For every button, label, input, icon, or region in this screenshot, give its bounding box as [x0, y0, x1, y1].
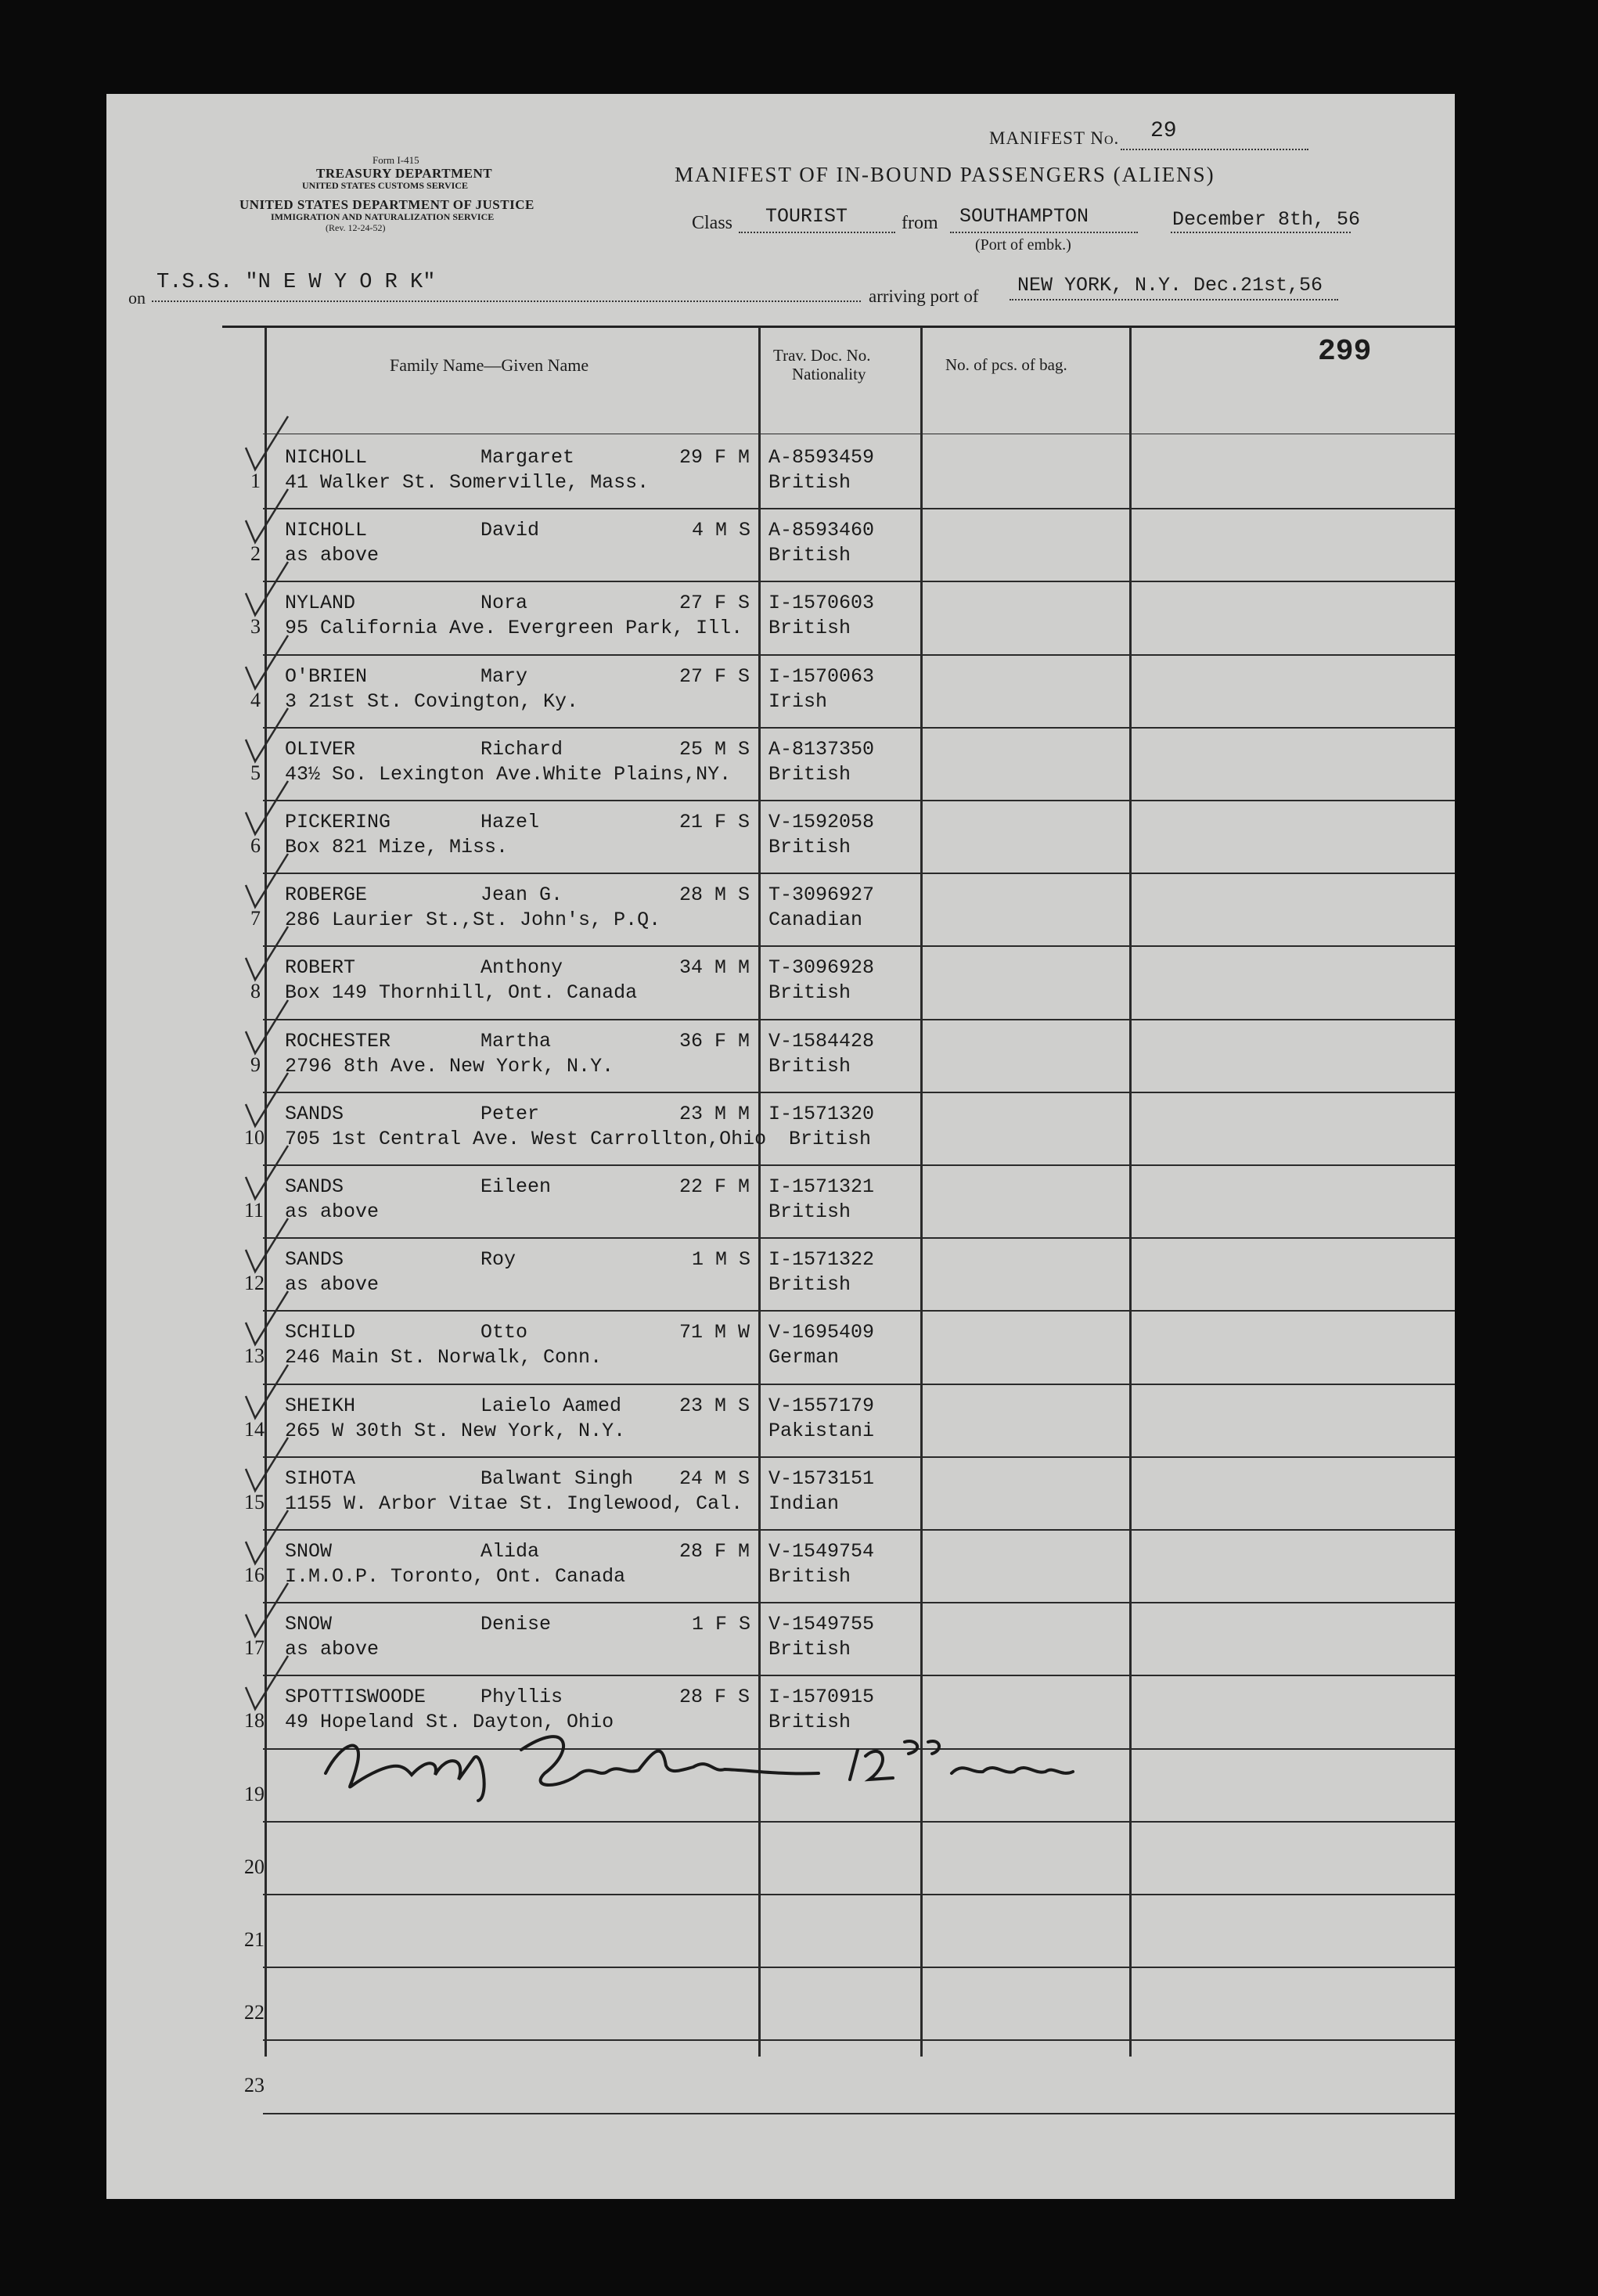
row-number: 3 [250, 615, 261, 639]
age-sex-status: 28 M S [679, 883, 750, 907]
nationality: British [789, 1127, 872, 1150]
table-row [106, 803, 1455, 876]
row-number: 19 [244, 1782, 265, 1805]
table-row [106, 511, 1455, 584]
age-sex-status: 23 M M [679, 1102, 750, 1125]
nationality: German [768, 1346, 840, 1369]
row-number: 21 [244, 1928, 265, 1951]
class-label: Class [692, 213, 733, 233]
checkmark-icon [241, 1143, 296, 1205]
nationality: British [768, 1200, 851, 1223]
ins-service: IMMIGRATION AND NATURALIZATION SERVICE [271, 211, 495, 222]
address: 2796 8th Ave. New York, N.Y. [285, 1054, 614, 1078]
nationality: British [768, 617, 851, 640]
form-number: Form I-415 [373, 154, 419, 166]
table-row [106, 948, 1455, 1021]
row-number: 10 [244, 1125, 265, 1149]
address: as above [285, 544, 380, 567]
travel-doc-number: V-1695409 [768, 1321, 875, 1344]
travel-doc-number: V-1573151 [768, 1466, 875, 1490]
manifest-page [106, 94, 1455, 2199]
manifest-title: MANIFEST OF IN-BOUND PASSENGERS (ALIENS) [675, 163, 1215, 186]
address: 265 W 30th St. New York, N.Y. [285, 1419, 626, 1442]
given-name: Margaret [480, 446, 575, 469]
checkmark-icon [241, 1580, 296, 1643]
given-name: David [480, 519, 540, 542]
row-number: 6 [250, 834, 261, 857]
row-number: 1 [250, 470, 261, 492]
family-name: SHEIKH [285, 1394, 356, 1417]
table-row [106, 1605, 1455, 1678]
age-sex-status: 4 M S [692, 519, 751, 542]
address: 705 1st Central Ave. West Carrollton,Ohio [285, 1127, 767, 1150]
address: I.M.O.P. Toronto, Ont. Canada [285, 1565, 626, 1588]
department-of-justice: UNITED STATES DEPARTMENT OF JUSTICE [239, 197, 534, 212]
travel-doc-number: A-8593459 [768, 446, 875, 469]
family-name: SIHOTA [285, 1466, 356, 1490]
row-number: 20 [244, 1855, 265, 1878]
table-row [106, 1459, 1455, 1532]
address: 43½ So. Lexington Ave.White Plains,NY. [285, 762, 732, 786]
travel-doc-number: I-1570603 [768, 592, 875, 615]
age-sex-status: 36 F M [679, 1029, 750, 1053]
on-label: on [128, 288, 146, 308]
row-number: 5 [250, 761, 261, 784]
checkmark-icon [241, 997, 296, 1060]
age-sex-status: 24 M S [679, 1466, 750, 1490]
address: as above [285, 1638, 380, 1661]
age-sex-status: 29 F M [679, 446, 750, 469]
family-name: NICHOLL [285, 519, 368, 542]
age-sex-status: 1 F S [692, 1613, 751, 1636]
travel-doc-number: I-1571321 [768, 1175, 875, 1198]
address: Box 821 Mize, Miss. [285, 836, 509, 858]
customs-service: UNITED STATES CUSTOMS SERVICE [302, 180, 468, 191]
nationality: British [768, 1638, 851, 1661]
manifest-no-value: 29 [1150, 119, 1177, 143]
nationality: British [768, 471, 851, 494]
nationality: Irish [768, 689, 828, 713]
address: 49 Hopeland St. Dayton, Ohio [285, 1711, 614, 1734]
vessel-name: T.S.S. "N E W Y O R K" [157, 271, 436, 294]
nationality: British [768, 1273, 851, 1297]
age-sex-status: 28 F M [679, 1540, 750, 1563]
checkmark-icon [241, 1288, 296, 1351]
given-name: Eileen [480, 1175, 552, 1198]
travel-doc-number: I-1570915 [768, 1686, 875, 1709]
nationality: British [768, 836, 851, 858]
age-sex-status: 34 M M [679, 956, 750, 980]
travel-doc-number: V-1584428 [768, 1029, 875, 1053]
family-name: SNOW [285, 1613, 333, 1636]
column-header-name: Family Name—Given Name [390, 355, 589, 375]
travel-doc-number: V-1549754 [768, 1540, 875, 1563]
class-value: TOURIST [765, 205, 848, 228]
address: 3 21st St. Covington, Ky. [285, 689, 579, 713]
checkmark-icon [241, 486, 296, 549]
row-number: 23 [244, 2074, 265, 2097]
table-row [106, 1168, 1455, 1240]
given-name: Mary [480, 664, 528, 688]
travel-doc-number: I-1571322 [768, 1248, 875, 1272]
table-row [106, 1240, 1455, 1313]
given-name: Balwant Singh [480, 1466, 634, 1490]
age-sex-status: 25 M S [679, 737, 750, 761]
row-number: 2 [250, 542, 261, 566]
address: 286 Laurier St.,St. John's, P.Q. [285, 909, 661, 932]
given-name: Alida [480, 1540, 540, 1563]
column-header-nationality: Nationality [792, 365, 866, 383]
table-row [106, 657, 1455, 730]
checkmark-icon [241, 413, 296, 476]
arriving-port-label: arriving port of [869, 286, 979, 306]
travel-doc-number: A-8593460 [768, 519, 875, 542]
given-name: Jean G. [480, 883, 563, 907]
given-name: Anthony [480, 956, 563, 980]
manifest-no-label: MANIFEST No. [989, 128, 1120, 148]
address: Box 149 Thornhill, Ont. Canada [285, 981, 638, 1005]
table-row [106, 1532, 1455, 1605]
treasury-department: TREASURY DEPARTMENT [316, 166, 493, 181]
checkmark-icon [241, 559, 296, 621]
given-name: Otto [480, 1321, 528, 1344]
table-row [106, 438, 1455, 511]
travel-doc-number: V-1557179 [768, 1394, 875, 1417]
age-sex-status: 21 F S [679, 811, 750, 833]
checkmark-icon [241, 1434, 296, 1497]
from-value: SOUTHAMPTON [959, 205, 1089, 228]
column-header-doc: Trav. Doc. No. [773, 346, 871, 365]
nationality: British [768, 1054, 851, 1078]
checkmark-icon [241, 705, 296, 768]
row-number: 7 [250, 907, 261, 930]
table-row [106, 1095, 1455, 1168]
family-name: ROBERGE [285, 883, 368, 907]
checkmark-icon [241, 1070, 296, 1132]
travel-doc-number: V-1549755 [768, 1613, 875, 1636]
row-number: 16 [244, 1564, 265, 1586]
given-name: Richard [480, 737, 563, 761]
family-name: SCHILD [285, 1321, 356, 1344]
family-name: OLIVER [285, 737, 356, 761]
row-number: 11 [244, 1199, 265, 1222]
row-number: 4 [250, 688, 261, 711]
table-row [106, 1022, 1455, 1095]
family-name: SANDS [285, 1248, 344, 1272]
age-sex-status: 1 M S [692, 1248, 751, 1272]
nationality: British [768, 762, 851, 786]
nationality: Pakistani [768, 1419, 875, 1442]
address: 95 California Ave. Evergreen Park, Ill. [285, 617, 743, 640]
row-number: 8 [250, 980, 261, 1003]
page-number: 299 [1318, 335, 1372, 369]
row-number: 13 [244, 1344, 265, 1368]
family-name: SANDS [285, 1102, 344, 1125]
address: 246 Main St. Norwalk, Conn. [285, 1346, 603, 1369]
given-name: Peter [480, 1102, 540, 1125]
family-name: ROCHESTER [285, 1029, 391, 1053]
table-row [106, 730, 1455, 803]
given-name: Roy [480, 1248, 516, 1272]
table-row [106, 1387, 1455, 1459]
checkmark-icon [241, 1653, 296, 1715]
nationality: British [768, 544, 851, 567]
travel-doc-number: V-1592058 [768, 811, 875, 833]
checkmark-icon [241, 632, 296, 695]
family-name: SNOW [285, 1540, 333, 1563]
family-name: SPOTTISWOODE [285, 1686, 426, 1709]
address: 1155 W. Arbor Vitae St. Inglewood, Cal. [285, 1492, 743, 1515]
family-name: PICKERING [285, 811, 391, 833]
given-name: Phyllis [480, 1686, 563, 1709]
family-name: O'BRIEN [285, 664, 368, 688]
row-number: 18 [244, 1709, 265, 1733]
table-row [106, 1313, 1455, 1386]
age-sex-status: 22 F M [679, 1175, 750, 1198]
address: as above [285, 1273, 380, 1297]
nationality: British [768, 1565, 851, 1588]
travel-doc-number: T-3096927 [768, 883, 875, 907]
given-name: Laielo Aamed [480, 1394, 622, 1417]
checkmark-icon [241, 778, 296, 840]
age-sex-status: 27 F S [679, 664, 750, 688]
row-number: 12 [244, 1272, 265, 1295]
departure-date: December 8th, 56 [1172, 208, 1361, 231]
checkmark-icon [241, 1507, 296, 1570]
checkmark-icon [241, 851, 296, 913]
row-number: 9 [250, 1053, 261, 1076]
row-number: 22 [244, 2001, 265, 2024]
address: as above [285, 1200, 380, 1223]
family-name: NYLAND [285, 592, 356, 615]
travel-doc-number: I-1571320 [768, 1102, 875, 1125]
nationality: Indian [768, 1492, 840, 1515]
given-name: Nora [480, 592, 528, 615]
table-row [106, 584, 1455, 657]
given-name: Martha [480, 1029, 552, 1053]
nationality: Canadian [768, 909, 863, 932]
form-revision: (Rev. 12-24-52) [326, 222, 386, 233]
arriving-port-value: NEW YORK, N.Y. Dec.21st,56 [1017, 274, 1323, 297]
table-row [106, 876, 1455, 948]
age-sex-status: 27 F S [679, 592, 750, 615]
checkmark-icon [241, 1362, 296, 1424]
address: 41 Walker St. Somerville, Mass. [285, 471, 650, 494]
row-number: 17 [244, 1636, 265, 1660]
travel-doc-number: A-8137350 [768, 737, 875, 761]
row-number: 15 [244, 1490, 265, 1513]
travel-doc-number: I-1570063 [768, 664, 875, 688]
checkmark-icon [241, 1215, 296, 1278]
inspector-signature [310, 1718, 1139, 1805]
family-name: NICHOLL [285, 446, 368, 469]
age-sex-status: 28 F S [679, 1686, 750, 1709]
from-label: from [902, 213, 938, 233]
checkmark-icon [241, 923, 296, 986]
age-sex-status: 71 M W [679, 1321, 750, 1344]
given-name: Denise [480, 1613, 552, 1636]
nationality: British [768, 981, 851, 1005]
column-header-bags: No. of pcs. of bag. [945, 355, 1067, 374]
family-name: SANDS [285, 1175, 344, 1198]
row-number: 14 [244, 1417, 265, 1441]
travel-doc-number: T-3096928 [768, 956, 875, 980]
given-name: Hazel [480, 811, 540, 833]
port-of-embarkation-note: (Port of embk.) [975, 236, 1071, 254]
family-name: ROBERT [285, 956, 356, 980]
age-sex-status: 23 M S [679, 1394, 750, 1417]
nationality: British [768, 1711, 851, 1734]
